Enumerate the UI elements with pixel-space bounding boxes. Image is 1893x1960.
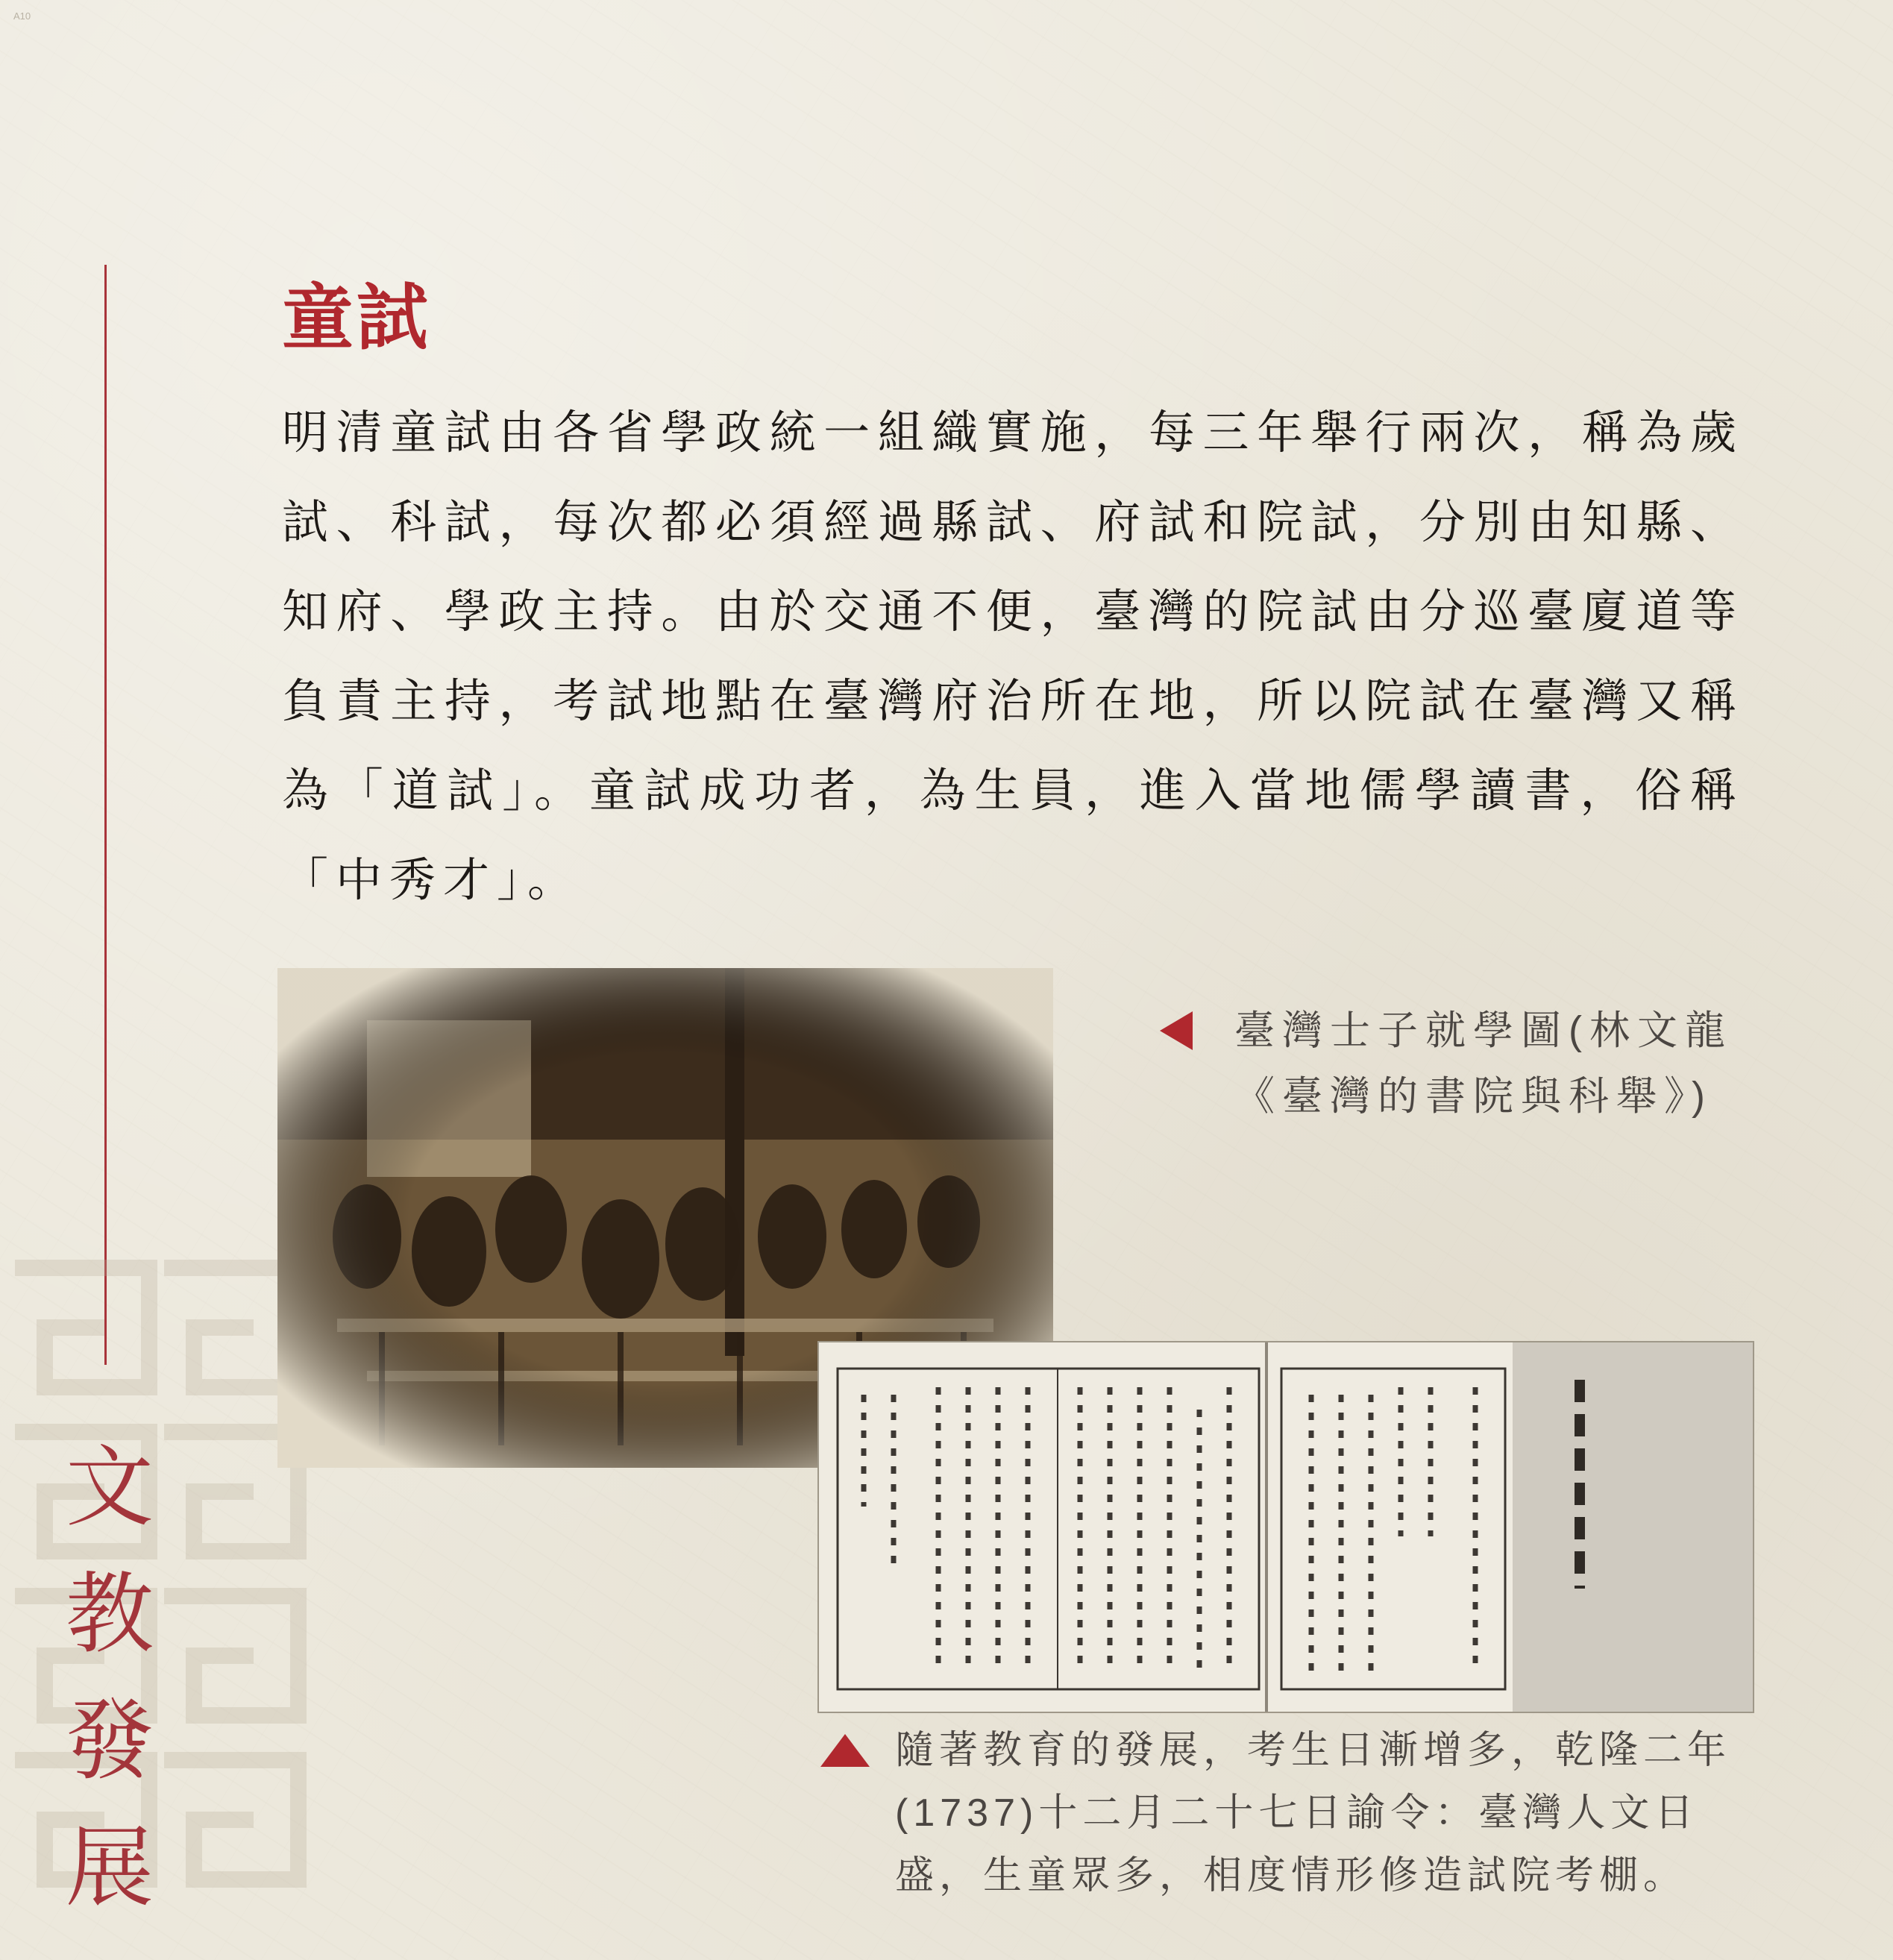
photo-caption-text: 臺灣士子就學圖(林文龍《臺灣的書院與科舉》) [1234,1008,1733,1119]
vertical-label-char: 教 [65,1562,154,1665]
section-title: 童試 [282,275,431,359]
vertical-section-label [61,1436,158,1950]
document-caption-text: 隨著教育的發展，考生日漸增多，乾隆二年(1737)十二月二十七日諭令：臺灣人文日盛，生童眾多，相度情形修造試院考棚。 [895,1729,1732,1897]
qianlong-edict-document-image [819,1342,1753,1712]
vertical-label-char: 展 [65,1816,154,1919]
photo-caption [1160,998,1757,1129]
document-caption [820,1719,1760,1907]
left-triangle-icon [1160,1011,1193,1050]
page-code: A10 [13,10,31,22]
section-body-text: 明清童試由各省學政統一組織實施，每三年舉行兩次，稱為歲試、科試，每次都必須經過縣試、府試和院試，分別由知縣、知府、學政主持。由於交通不便，臺灣的院試由分巡臺廈道等負責主持，考試地點在臺灣府治所在地，所以院試在臺灣又稱為「道試」。童試成功者，為生員，進入當地儒學讀書，俗稱「中秀才」。 [282,405,1744,907]
up-triangle-icon [820,1734,870,1767]
vertical-label-char: 發 [65,1689,154,1792]
vertical-label-char: 文 [65,1436,154,1539]
section-divider-line [104,265,107,1365]
